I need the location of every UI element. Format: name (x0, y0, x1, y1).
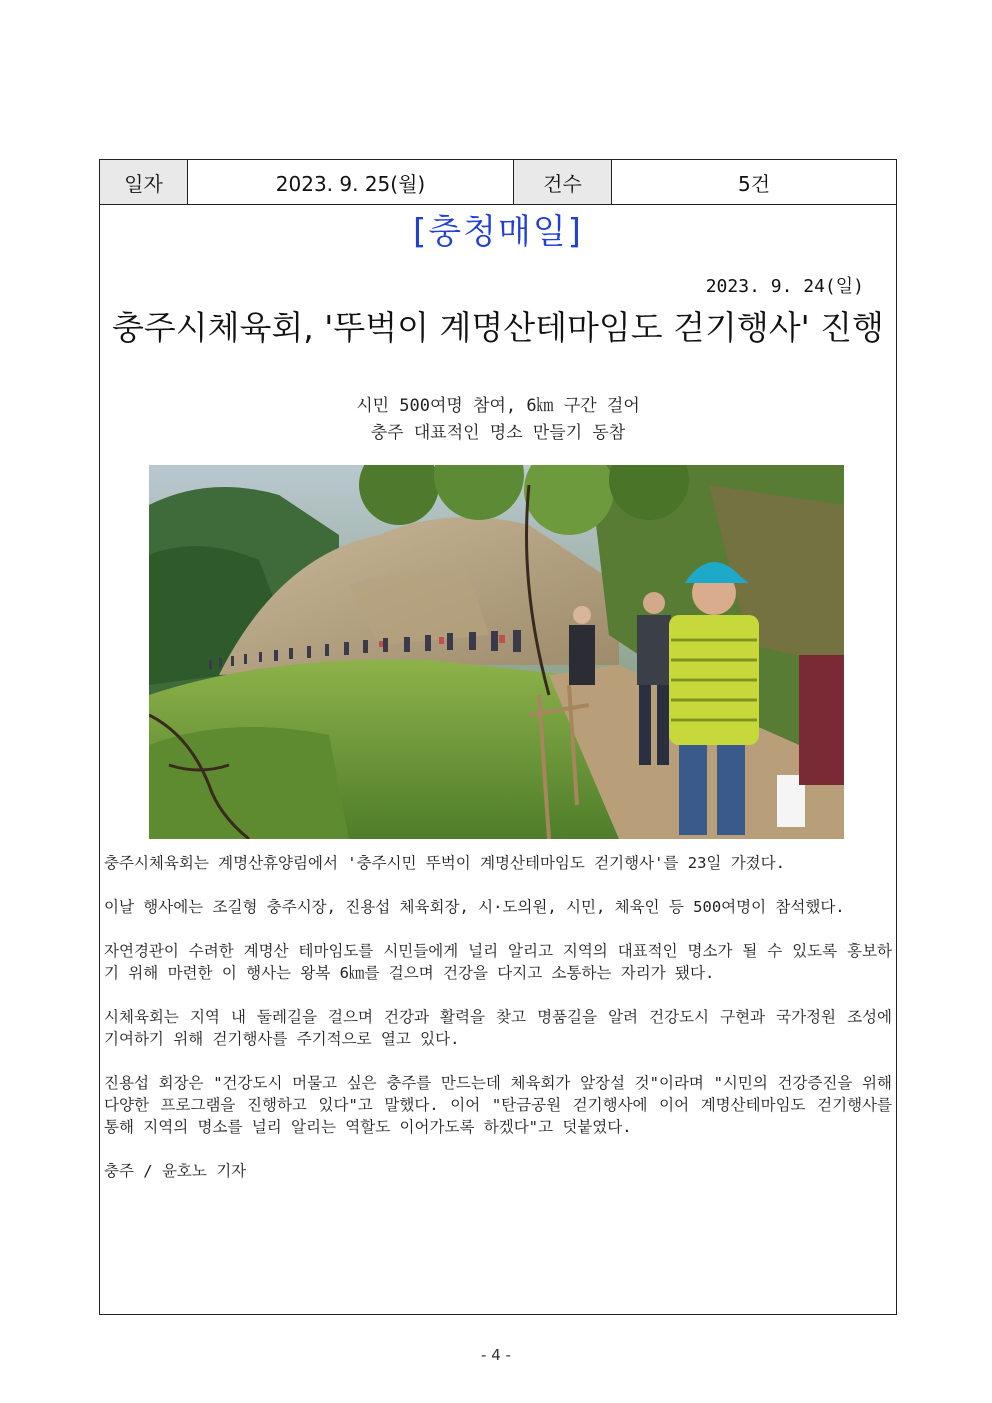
article-headline: 충주시체육회, '뚜벅이 계명산테마임도 걷기행사' 진행 (112, 308, 884, 347)
count-label: 건수 (514, 160, 612, 204)
article-paragraph: 진용섭 회장은 "건강도시 머물고 싶은 충주를 만드는데 체육회가 앞장설 것"이라며 "시민의 건강증진을 위해 다양한 프로그램을 진행하고 있다"고 말했다. 이어 "탄금공원 걷기행사에 이어 계명산테마임도 걷기행사를 통해 지역의 명소를 널리 알리는 역할도 이어가도록 하겠다"고 덧붙였다. (104, 1074, 892, 1136)
date-value: 2023. 9. 25(월) (188, 160, 514, 204)
article-subheads (100, 393, 896, 447)
count-value: 5건 (737, 171, 771, 196)
publication-date: 2023. 9. 24(일) (705, 276, 864, 297)
article-paragraph: 충주시체육회는 계명산휴양림에서 '충주시민 뚜벅이 계명산테마임도 걷기행사'를 23일 가졌다. (104, 854, 785, 872)
hikers-photo-illustration (149, 465, 844, 839)
article-body (104, 852, 892, 1204)
article-paragraph: 시체육회는 지역 내 둘레길을 걸으며 건강과 활력을 찾고 명품길을 알려 건강도시 구현과 국가정원 조성에 기여하기 위해 걷기행사를 주기적으로 열고 있다. (104, 1008, 892, 1048)
date-label: 일자 (100, 160, 188, 204)
subhead-line: 충주 대표적인 명소 만들기 동참 (370, 423, 626, 443)
newspaper-name: [충청매일] (413, 212, 583, 252)
article-paragraph: 이날 행사에는 조길형 충주시장, 진용섭 체육회장, 시·도의원, 시민, 체육인 등 500여명이 참석했다. (104, 898, 845, 916)
article-paragraph: 자연경관이 수려한 계명산 테마임도를 시민들에게 널리 알리고 지역의 대표적인 명소가 될 수 있도록 홍보하기 위해 마련한 이 행사는 왕복 6㎞를 걸으며 건강을 다지고 소통하는 자리가 됐다. (104, 942, 892, 982)
article-photo (149, 465, 844, 839)
reporter-byline: 충주 / 윤호노 기자 (104, 1162, 247, 1180)
clipping-frame (99, 159, 897, 1315)
subhead-line: 시민 500여명 참여, 6㎞ 구간 걸어 (356, 396, 640, 416)
info-header-row (100, 160, 896, 205)
page-number: - 4 - (481, 1346, 511, 1364)
